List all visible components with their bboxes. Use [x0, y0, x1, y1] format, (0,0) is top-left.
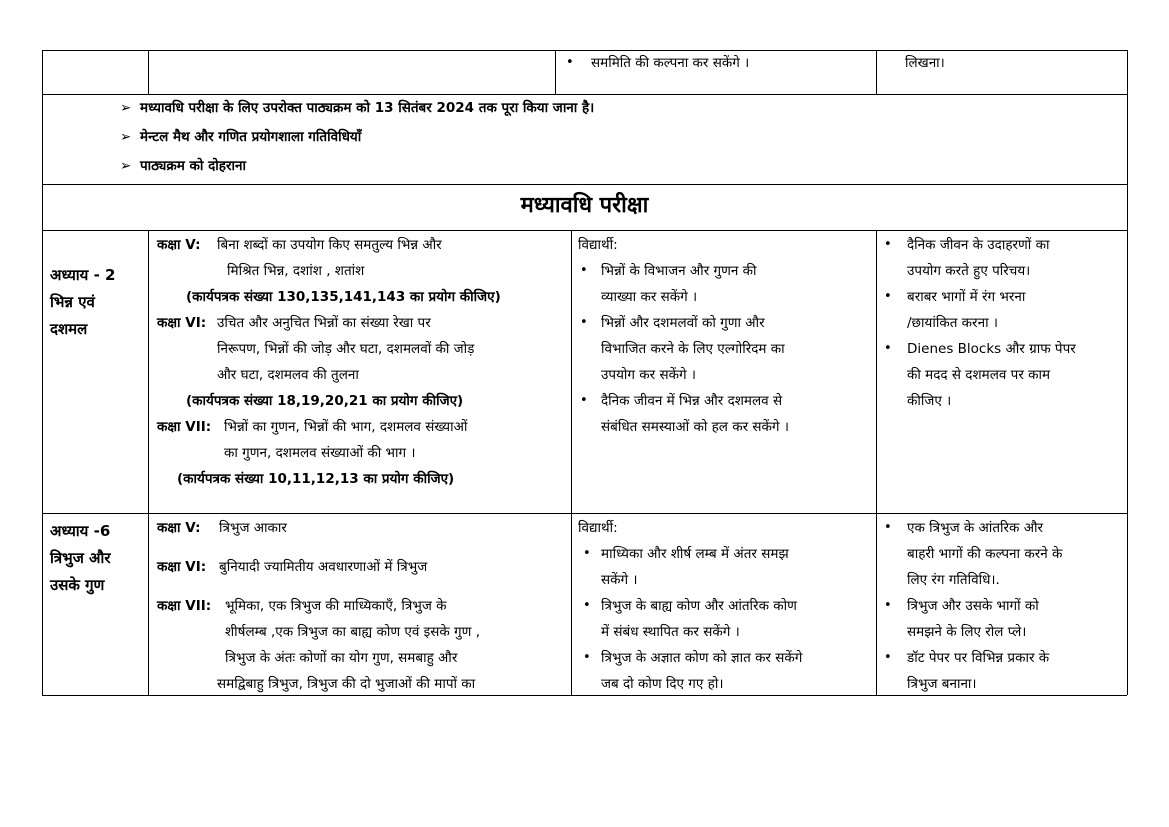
outcome-text: सकेंगे । — [601, 572, 638, 588]
worksheet-note: (कार्यपत्रक संख्या 130,135,141,143 का प्रयोग कीजिए) — [186, 289, 501, 305]
table-border — [42, 230, 1127, 231]
note-item: मध्यावधि परीक्षा के लिए उपरोक्त पाठ्यक्रम को 13 सितंबर 2024 तक पूरा किया जाना है। — [140, 100, 595, 116]
class-label: कक्षा V: — [157, 520, 201, 536]
outcome-text: त्रिभुज के अज्ञात कोण को ज्ञात कर सकेंगे — [601, 650, 803, 666]
bullet: • — [884, 341, 892, 356]
outcome-text: भिन्नों और दशमलवों को गुणा और — [601, 315, 765, 331]
activity-text: उपयोग करते हुए परिचय। — [907, 263, 1031, 279]
outcome-text: संबंधित समस्याओं को हल कर सकेंगे । — [601, 419, 789, 435]
activity-text: बराबर भागों में रंग भरना — [907, 289, 1026, 305]
note-marker: ➢ — [120, 129, 132, 145]
syllabus-text: त्रिभुज आकार — [219, 520, 287, 536]
activity-text: त्रिभुज और उसके भागों को — [907, 598, 1039, 614]
syllabus-text: समद्विबाहु त्रिभुज, त्रिभुज की दो भुजाओं की मापों का — [217, 676, 476, 692]
top-row-activity: लिखना। — [905, 55, 945, 71]
table-border — [1127, 50, 1128, 695]
note-marker: ➢ — [120, 100, 132, 116]
activity-text: एक त्रिभुज के आंतरिक और — [907, 520, 1044, 536]
bullet: • — [884, 598, 892, 613]
class-label: कक्षा VII: — [157, 598, 212, 614]
worksheet-note: (कार्यपत्रक संख्या 10,11,12,13 का प्रयोग कीजिए) — [177, 471, 455, 487]
table-border — [42, 513, 1127, 514]
activity-text: दैनिक जीवन के उदाहरणों का — [907, 237, 1050, 253]
table-border — [42, 184, 1127, 185]
activity-text: /छायांकित करना । — [907, 315, 998, 331]
bullet: • — [884, 650, 892, 665]
note-item: पाठ्यक्रम को दोहराना — [140, 158, 246, 174]
table-border — [555, 50, 556, 94]
note-marker: ➢ — [120, 158, 132, 174]
chapter-name: भिन्न एवं — [50, 293, 95, 311]
table-border — [42, 94, 1127, 95]
syllabus-text: शीर्षलम्ब ,एक त्रिभुज का बाह्य कोण एवं इसके गुण , — [225, 624, 480, 640]
outcome-text: माध्यिका और शीर्ष लम्ब में अंतर समझ — [601, 546, 789, 562]
outcome-text: भिन्नों के विभाजन और गुणन की — [601, 263, 757, 279]
chapter-name: दशमल — [50, 320, 88, 338]
bullet: • — [583, 598, 591, 613]
outcome-text: में संबंध स्थापित कर सकेंगे । — [601, 624, 740, 640]
bullet: • — [580, 393, 588, 408]
bullet: • — [583, 650, 591, 665]
table-border — [42, 695, 1127, 696]
outcome-text: व्याख्या कर सकेंगे । — [601, 289, 698, 305]
students-label: विद्यार्थी: — [578, 520, 618, 536]
bullet: • — [884, 237, 892, 252]
table-border — [42, 50, 1127, 51]
syllabus-text: का गुणन, दशमलव संख्याओं की भाग । — [224, 445, 416, 461]
outcome-text: विभाजित करने के लिए एल्गोरिदम का — [601, 341, 785, 357]
worksheet-note: (कार्यपत्रक संख्या 18,19,20,21 का प्रयोग कीजिए) — [186, 393, 464, 409]
outcome-text: दैनिक जीवन में भिन्न और दशमलव से — [601, 393, 783, 409]
bullet: • — [580, 315, 588, 330]
class-label: कक्षा VI: — [157, 315, 207, 331]
bullet: • — [580, 263, 588, 278]
chapter-label: अध्याय - 2 — [50, 266, 116, 284]
class-label: कक्षा VII: — [157, 419, 212, 435]
activity-text: लिए रंग गतिविधि।. — [907, 572, 1000, 588]
outcome-text: उपयोग कर सकेंगे । — [601, 367, 696, 383]
activity-text: समझने के लिए रोल प्ले। — [907, 624, 1027, 640]
syllabus-text: भिन्नों का गुणन, भिन्नों की भाग, दशमलव संख्याओं — [224, 419, 468, 435]
activity-text: की मदद से दशमलव पर काम — [907, 367, 1051, 383]
syllabus-text: निरूपण, भिन्नों की जोड़ और घटा, दशमलवों की जोड़ — [217, 341, 475, 357]
chapter-name: त्रिभुज और — [50, 549, 111, 567]
table-border — [876, 230, 877, 695]
syllabus-text: मिश्रित भिन्न, दशांश , शतांश — [227, 263, 365, 279]
syllabus-text: बुनियादी ज्यामितीय अवधारणाओं में त्रिभुज — [219, 559, 428, 575]
bullet: • — [884, 289, 892, 304]
table-border — [571, 230, 572, 695]
class-label: कक्षा V: — [157, 237, 201, 253]
bullet: • — [884, 520, 892, 535]
note-item: मेन्टल मैथ और गणित प्रयोगशाला गतिविधियाँ — [140, 129, 362, 145]
activity-text: बाहरी भागों की कल्पना करने के — [907, 546, 1063, 562]
activity-text: त्रिभुज बनाना। — [907, 676, 977, 692]
syllabus-text: उचित और अनुचित भिन्नों का संख्या रेखा पर — [217, 315, 431, 331]
chapter-name: उसके गुण — [50, 576, 105, 594]
activity-text: Dienes Blocks और ग्राफ पेपर — [907, 341, 1076, 357]
activity-text: कीजिए । — [907, 393, 952, 409]
table-border — [876, 50, 877, 94]
bullet: • — [566, 55, 574, 70]
activity-text: डॉट पेपर पर विभिन्न प्रकार के — [907, 650, 1050, 666]
table-border — [42, 50, 43, 695]
class-label: कक्षा VI: — [157, 559, 207, 575]
syllabus-text: त्रिभुज के अंतः कोणों का योग गुण, समबाहु और — [225, 650, 458, 666]
chapter-label: अध्याय -6 — [50, 522, 111, 540]
outcome-text: त्रिभुज के बाह्य कोण और आंतरिक कोण — [601, 598, 797, 614]
exam-title: मध्यावधि परीक्षा — [520, 193, 649, 218]
table-border — [148, 50, 149, 94]
bullet: • — [583, 546, 591, 561]
syllabus-text: बिना शब्दों का उपयोग किए समतुल्य भिन्न और — [217, 237, 442, 253]
top-row-outcome: सममिति की कल्पना कर सकेंगे । — [591, 55, 750, 71]
students-label: विद्यार्थी: — [578, 237, 618, 253]
table-border — [148, 230, 149, 695]
syllabus-text: और घटा, दशमलव की तुलना — [217, 367, 359, 383]
outcome-text: जब दो कोण दिए गए हो। — [601, 676, 724, 692]
syllabus-text: भूमिका, एक त्रिभुज की माध्यिकाएँ, त्रिभुज के — [225, 598, 447, 614]
